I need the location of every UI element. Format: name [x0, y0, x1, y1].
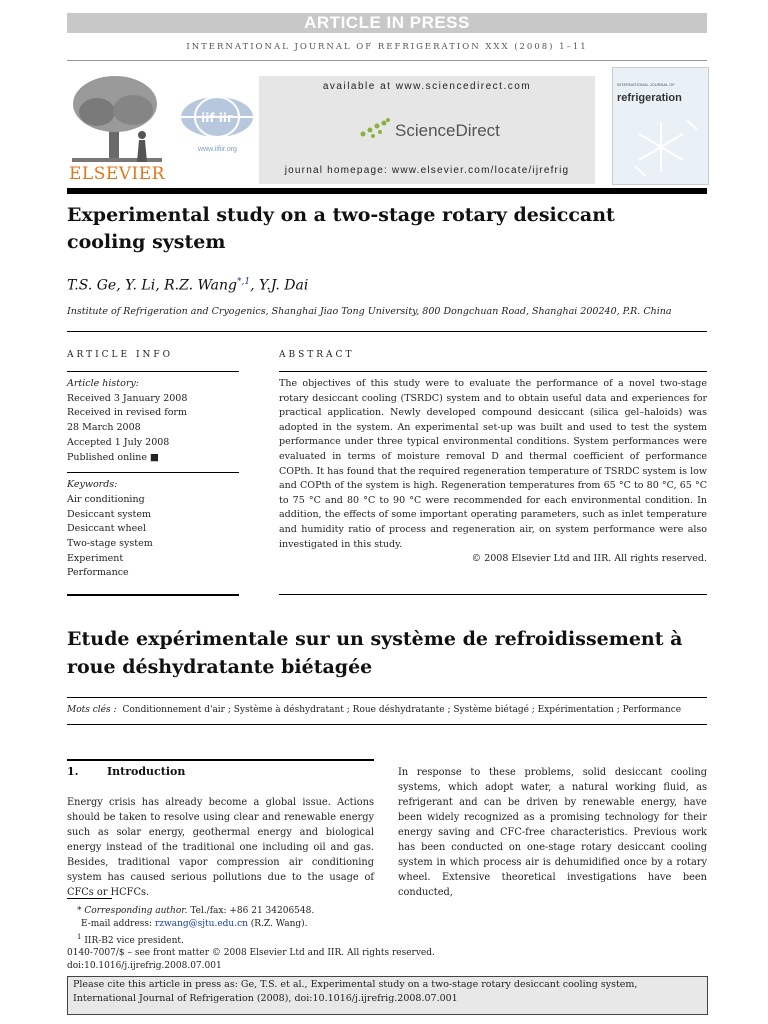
author-list [67, 277, 308, 294]
french-title: Etude expérimentale sur un système de refroidissement à roue déshydratante biétagée [67, 628, 683, 678]
mots-cles [67, 705, 681, 715]
keyword: Air conditioning [67, 493, 145, 505]
svg-text:iif iir: iif iir [201, 111, 233, 125]
divider [67, 697, 707, 698]
history-item: Published online ■ [67, 451, 160, 463]
front-matter: 0140-7007/$ – see front matter © 2008 Elsevier Ltd and IIR. All rights reserved. [67, 948, 435, 959]
keywords-label: Keywords: [67, 479, 118, 491]
divider [67, 724, 707, 725]
elsevier-logo [67, 72, 167, 184]
section-number: 1. [67, 765, 79, 778]
abstract-bottom-rule [279, 594, 707, 595]
history-item: 28 March 2008 [67, 422, 141, 434]
footnote-rule [67, 898, 112, 899]
affiliation: Institute of Refrigeration and Cryogenics, Shanghai Jiao Tong University, 800 Dongchuan Road, Shanghai 200240, P.R. China [67, 306, 672, 317]
history-label: Article history: [67, 378, 139, 389]
abstract-rule [279, 371, 707, 372]
journal-citation-line: INTERNATIONAL JOURNAL OF REFRIGERATION XXX (2008) 1–11 [186, 42, 588, 52]
footnote-email [67, 918, 435, 931]
intro-paragraph-right: In response to these problems, solid desiccant cooling systems, which adopt water, a natural working fluid, as refrigerant and can be driven by renewable energy, have been widely recognized as a promising technology for their energy saving and CFC-free characteristics. Previous work has been conducted on one-stage rotary desiccant cooling system in which process air is dehumidified once by a rotary wheel. Extensive theoretical investigations have been conducted, [398, 767, 707, 898]
snowflake-icon [621, 116, 701, 178]
article-info [67, 377, 239, 581]
journal-cover [612, 67, 709, 185]
authors-names: T.S. Ge, Y. Li, R.Z. Wang [67, 277, 237, 294]
email-suffix: (R.Z. Wang). [250, 918, 308, 929]
intro-paragraph-left: Energy crisis has already become a global issue. Actions should be taken to resolve using clear and renewable energy such as solar energy, geothermal energy and biological energy instead of the traditional one including oil and gas. Besides, traditional vapor compression air conditioning system has caused serious pollutions due to the usage of CFCs or HCFCs. [67, 797, 374, 898]
keyword: Desiccant wheel [67, 523, 146, 535]
keyword: Performance [67, 567, 129, 579]
citation-box: Please cite this article in press as: Ge, T.S. et al., Experimental study on a two-stage rotary desiccant cooling system, International Journal of Refrigeration (2008), doi:10.1016/j.ijrefrig.2008.07.001 [67, 976, 708, 1015]
footnotes [67, 905, 435, 973]
header-divider [67, 60, 707, 61]
author-footnote-marks[interactable]: *,1 [236, 277, 251, 287]
article-info-heading: ARTICLE INFO [67, 350, 174, 360]
globe-icon [180, 95, 255, 145]
section-title: Introduction [107, 765, 186, 778]
mots-cles-text: Conditionnement d'air ; Système à déshydratant ; Roue déshydratante ; Système biétagé ; Expérimentation ; Performance [122, 705, 682, 715]
history-item: Received in revised form [67, 407, 187, 419]
article-title: Experimental study on a two-stage rotary desiccant cooling system [67, 204, 615, 253]
divider [67, 472, 239, 473]
abstract [279, 377, 707, 567]
email-link[interactable]: rzwang@sjtu.edu.cn [154, 918, 248, 929]
history-item: Received 3 January 2008 [67, 392, 188, 404]
corresponding-tel: Tel./fax: +86 21 34206548. [190, 906, 315, 916]
elsevier-wordmark: ELSEVIER [69, 164, 165, 184]
article-info-bottom-rule [67, 594, 239, 596]
sciencedirect-dots-icon [359, 116, 393, 140]
footnote-1-text: IIR-B2 vice president. [84, 935, 184, 946]
history-item: Accepted 1 July 2008 [67, 436, 170, 448]
abstract-copyright: © 2008 Elsevier Ltd and IIR. All rights reserved. [471, 553, 707, 565]
article-info-rule [67, 371, 239, 372]
divider [67, 331, 707, 332]
doi[interactable]: doi:10.1016/j.ijrefrig.2008.07.001 [67, 961, 222, 972]
footnote-1: $^1$ IIR-B2 vice president. [77, 932, 184, 946]
sciencedirect-box [259, 76, 595, 184]
authors-names-last: , Y.J. Dai [250, 277, 309, 294]
cover-journal-prefix: INTERNATIONAL JOURNAL OF [617, 82, 675, 87]
abstract-text: The objectives of this study were to evaluate the performance of a novel two-stage rotary desiccant cooling (TSRDC) system and to obtain useful data and experiences for practical application. Newly developed compound desiccant (silica gel–haloids) was adopted in the system. An experimental set-up was built and used to test the system performance under three typical environmental conditions. System performances were evaluated in terms of moisture removal D and thermal coefficient of performance COPth. It has found that the required regeneration temperature of TSRDC system is low and COPth of the system is high. Regeneration temperatures from 65 °C to 80 °C, 65 °C to 75 °C and 80 °C to 90 °C were recommended for each environmental condition. In addition, the effects of some important operating parameters, such as inlet temperature and humidity ratio of process and regeneration air, on system performance were also investigated in this study. [279, 378, 707, 550]
header-thick-rule [67, 188, 707, 194]
corresponding-label: Corresponding author. [84, 906, 188, 916]
sciencedirect-wordmark: ScienceDirect [395, 121, 500, 140]
mots-cles-label: Mots clés : [67, 705, 117, 715]
available-at-text[interactable]: available at www.sciencedirect.com [322, 81, 532, 92]
section-heading [67, 765, 185, 778]
keyword: Experiment [67, 552, 124, 564]
abstract-heading: ABSTRACT [279, 350, 355, 360]
keyword: Desiccant system [67, 508, 151, 520]
section-rule [67, 759, 374, 761]
article-in-press-banner: ARTICLE IN PRESS [67, 13, 707, 33]
iifiir-logo [180, 95, 255, 160]
keyword: Two-stage system [67, 538, 153, 550]
footnote-corresponding: * Corresponding author. Tel./fax: +86 21 34206548. [77, 906, 315, 916]
email-label: E-mail address: [81, 918, 153, 929]
iifiir-url: www.iifiir.org [198, 146, 237, 153]
cover-journal-title: refrigeration [617, 92, 682, 104]
journal-homepage-text[interactable]: journal homepage: www.elsevier.com/locate/ijrefrig [284, 165, 570, 176]
